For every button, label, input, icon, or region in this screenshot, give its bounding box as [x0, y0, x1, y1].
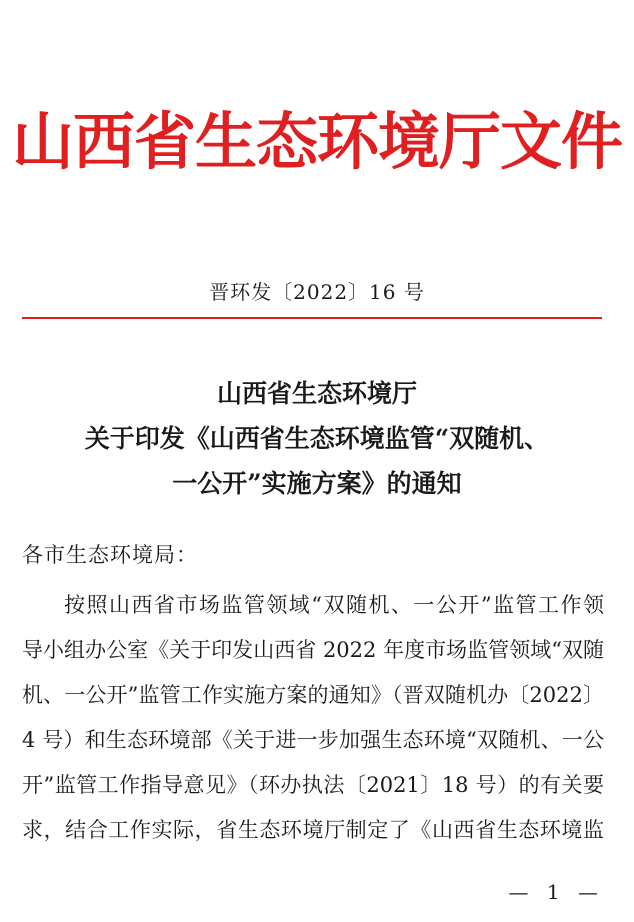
- notice-title-line-3: 一公开”实施方案》的通知: [172, 469, 462, 498]
- body-text-line: 求，结合工作实际，省生态环境厅制定了《山西省生态环境监: [22, 818, 604, 842]
- page-number: — 1 —: [508, 880, 604, 904]
- document-number: 晋环发〔2022〕16 号: [209, 280, 425, 304]
- notice-title-line-1: 山西省生态环境厅: [216, 379, 417, 408]
- body-text-line: 按照山西省市场监管领域“双随机、一公开”监管工作领: [64, 593, 604, 617]
- body-text-line: 机、一公开”监管工作实施方案的通知》（晋双随机办〔2022〕: [22, 683, 604, 707]
- agency-masthead-title: 山西省生态环境厅文件: [11, 105, 622, 178]
- red-divider-line: [22, 317, 602, 319]
- body-text-line: 导小组办公室《关于印发山西省 2022 年度市场监管领域“双随: [22, 638, 604, 662]
- body-text-line: 开”监管工作指导意见》（环办执法〔2021〕18 号）的有关要: [22, 773, 604, 797]
- body-text-line: 4 号）和生态环境部《关于进一步加强生态环境“双随机、一公: [22, 728, 604, 752]
- notice-title-line-2: 关于印发《山西省生态环境监管“双随机、: [84, 424, 550, 453]
- salutation: 各市生态环境局：: [22, 543, 198, 567]
